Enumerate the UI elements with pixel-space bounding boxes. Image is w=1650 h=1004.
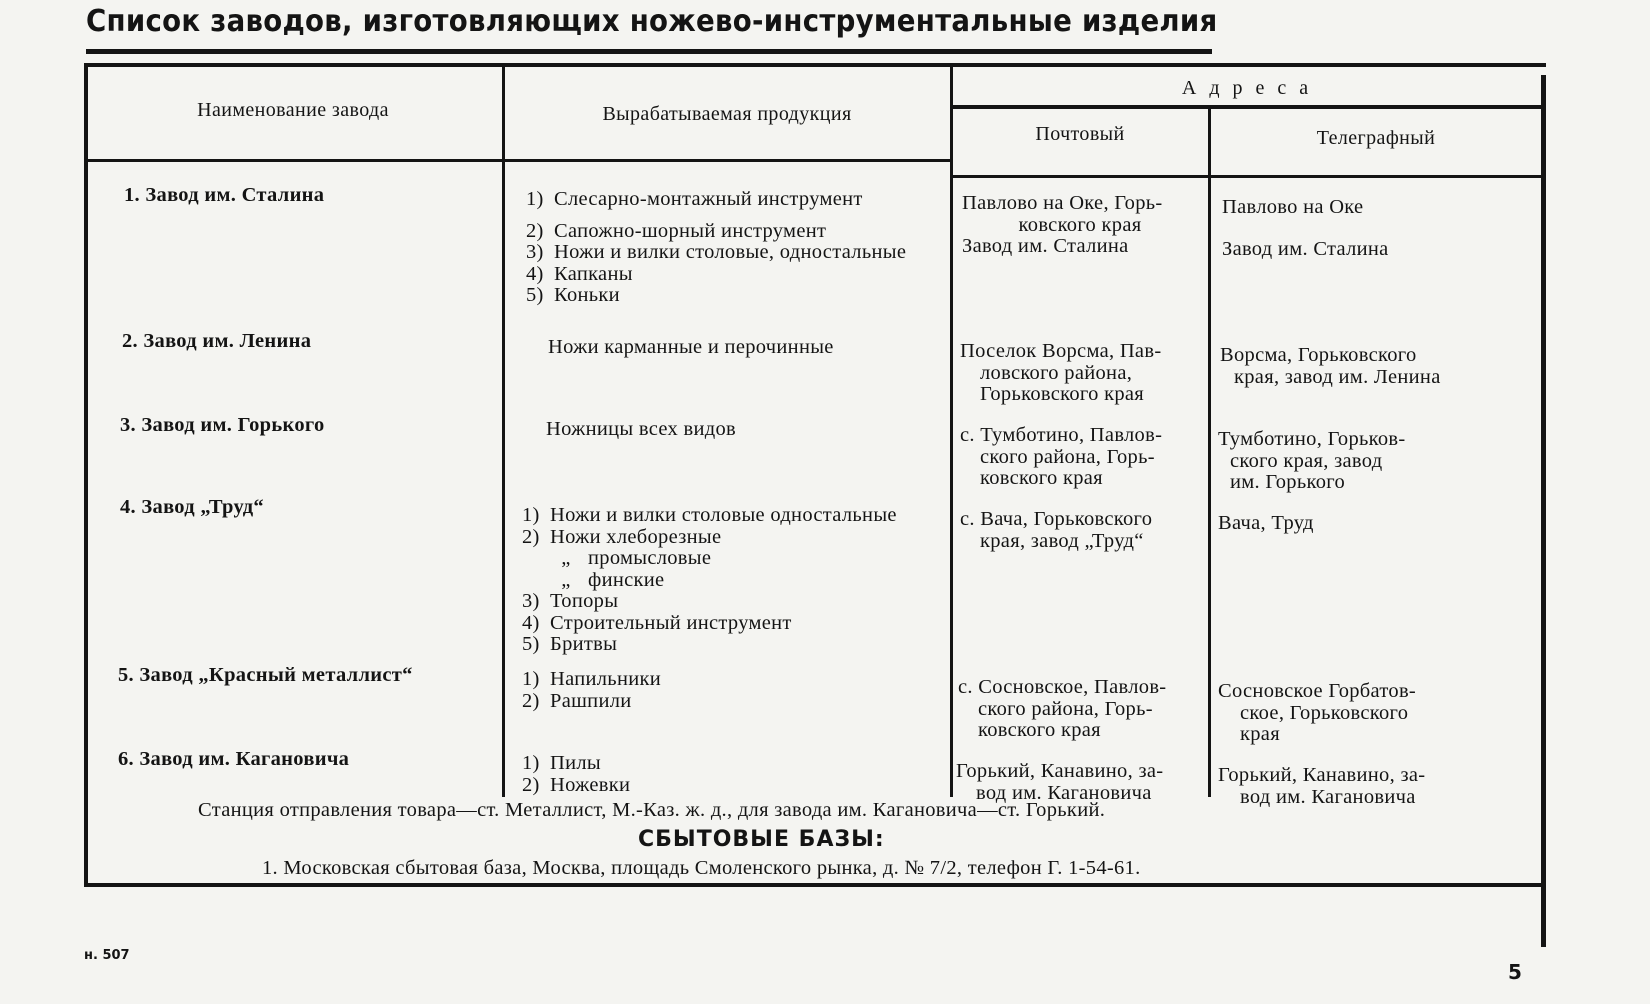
title-underline (86, 49, 1212, 54)
factories-table (84, 63, 1546, 947)
telegraph-address: Вача, Труд (1218, 512, 1314, 534)
product-text: Ножницы всех видов (546, 418, 737, 440)
list-item: 1) Слесарно-монтажный инструмент (526, 188, 863, 210)
telegraph-address: Горький, Канавино, за- вод им. Кагановича (1218, 764, 1426, 808)
header-factory-name: Наименование завода (197, 99, 389, 121)
list-item: 4) Строительный инструмент (522, 611, 792, 634)
table-border-left (84, 63, 88, 885)
product-list (522, 669, 946, 712)
page-number: 5 (1508, 960, 1522, 984)
list-item: 1) Напильники (522, 668, 662, 690)
telegraph-address: Тумботино, Горьков- ского края, завод им. Горького (1218, 428, 1406, 493)
list-item: 3) Топоры (522, 590, 619, 612)
list-item: 5) Коньки (526, 284, 620, 306)
list-item: 2) Ножи хлеборезные (522, 525, 722, 548)
factory-name: 1. Завод им. Сталина (124, 184, 325, 206)
address-header-bottom-rule (952, 175, 1542, 178)
list-item: 5) Бритвы (522, 633, 618, 655)
station-note: Станция отправления товара—ст. Металлист, М.-Каз. ж. д., для завода им. Кагановича—ст. Горький. (198, 799, 1106, 821)
factory-name: 3. Завод им. Горького (120, 414, 325, 436)
product-text: Ножи карманные и перочинные (548, 336, 834, 358)
header-addresses: А д р е с а (1181, 77, 1313, 99)
postal-address: Горький, Канавино, за- вод им. Кагановича (956, 760, 1164, 804)
postal-address: с. Вача, Горьковского края, завод „Труд“ (960, 508, 1153, 552)
postal-address: Павлово на Оке, Горь- ковского края Завод им. Сталина (962, 192, 1163, 257)
list-item: 4) Капканы (526, 262, 633, 285)
table-border-right (1541, 75, 1546, 947)
header-bottom-rule (84, 159, 950, 162)
product-list (522, 505, 946, 656)
list-item: 2) Сапожно-шорный инструмент (526, 219, 827, 242)
header-postal: Почтовый (1035, 123, 1125, 145)
factory-name: 2. Завод им. Ленина (122, 330, 312, 352)
postal-address: с. Тумботино, Павлов- ского района, Горь- ковского края (960, 424, 1163, 489)
table-border-top (84, 63, 1546, 67)
page-title: Список заводов, изготовляющих ножево-инструментальные изделия (86, 4, 1218, 39)
telegraph-address: Сосновское Горбатов- ское, Горьковского края (1218, 680, 1417, 745)
print-stamp: н. 507 (84, 948, 130, 963)
list-item: 3) Ножи и вилки столовые, одностальные (526, 241, 907, 263)
header-products: Вырабатываемая продукция (602, 103, 852, 125)
header-telegraph: Телеграфный (1316, 127, 1436, 149)
list-item: 1) Ножи и вилки столовые одностальные (522, 504, 897, 526)
table-border-bottom (84, 883, 1546, 887)
factory-name: 6. Завод им. Кагановича (118, 748, 350, 770)
postal-address: Поселок Ворсма, Пав- ловского района, Горьковского края (960, 340, 1162, 405)
factory-name: 4. Завод „Труд“ (120, 496, 264, 518)
sales-base-item: 1. Московская сбытовая база, Москва, площадь Смоленского рынка, д. № 7/2, телефон Г. 1-54-61. (262, 857, 1141, 879)
telegraph-address: Павлово на Оке Завод им. Сталина (1222, 196, 1389, 260)
list-item: 2) Ножевки (522, 773, 631, 796)
factory-name: 5. Завод „Красный металлист“ (118, 664, 413, 686)
list-item: „ промысловые (561, 547, 712, 569)
telegraph-address: Ворсма, Горьковского края, завод им. Ленина (1220, 344, 1441, 388)
column-divider-1 (502, 67, 505, 797)
list-item: 2) Рашпили (522, 689, 632, 712)
addresses-rule (952, 105, 1542, 109)
product-list (522, 753, 946, 796)
list-item: „ финские (561, 568, 665, 591)
list-item: 1) Пилы (522, 752, 601, 774)
sales-bases-title: СБЫТОВЫЕ БАЗЫ: (638, 827, 885, 852)
product-list (526, 189, 946, 307)
column-divider-3 (1208, 109, 1211, 797)
postal-address: с. Сосновское, Павлов- ского района, Горь- ковского края (958, 676, 1167, 741)
